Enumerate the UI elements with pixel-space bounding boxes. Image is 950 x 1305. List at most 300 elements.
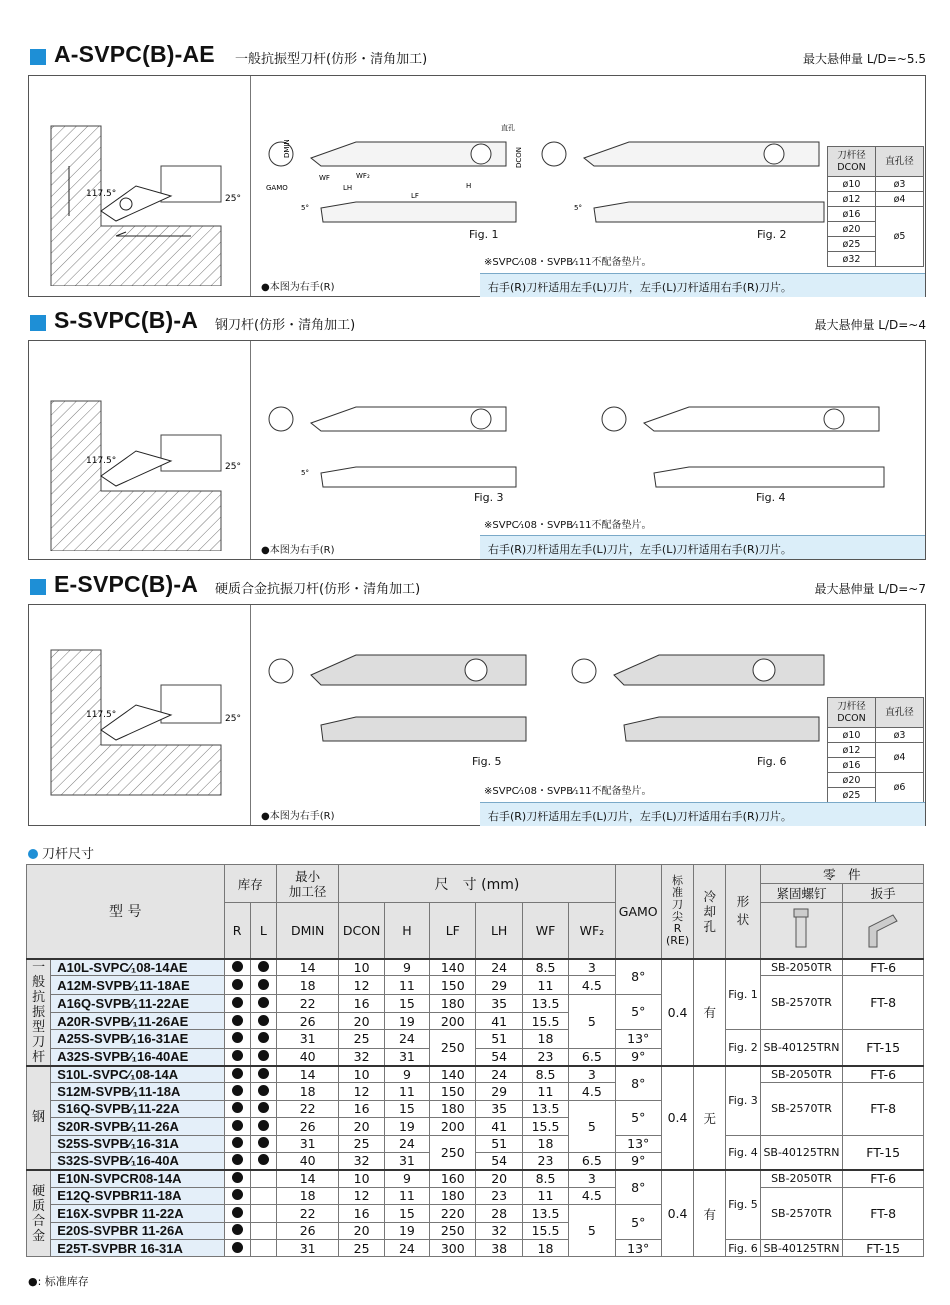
table-cell: ø32 [828, 252, 876, 267]
table-cell [224, 1100, 250, 1117]
diagram-box-s [28, 340, 926, 560]
stock-dot [258, 1102, 269, 1113]
table-cell: 14 [276, 1170, 338, 1187]
table-cell: 9 [384, 1170, 429, 1187]
table-row [27, 1187, 924, 1204]
table-cell: 9 [384, 959, 429, 976]
table-cell: 24 [384, 1239, 429, 1256]
section-code: E-SVPC(B)-A [54, 571, 199, 597]
table-cell [224, 1030, 250, 1048]
angle-label: 5° [301, 204, 309, 212]
table-cell: 12 [339, 1083, 384, 1100]
table-cell: Fig. 5 [726, 1170, 760, 1240]
table-cell: 24 [476, 1066, 522, 1083]
table-cell: 9° [615, 1048, 661, 1065]
table-cell: SB-2050TR [760, 1066, 843, 1083]
table-cell: 3 [569, 959, 615, 976]
header-col: DMIN [276, 903, 338, 959]
table-cell: FT-15 [843, 1030, 924, 1066]
stock-dot [232, 1224, 243, 1235]
table-cell: 8.5 [522, 1066, 568, 1083]
table-cell: SB-2050TR [760, 1170, 843, 1187]
table-cell: 8° [615, 1066, 661, 1101]
table-cell: FT-15 [843, 1135, 924, 1170]
table-cell [250, 1222, 276, 1239]
table-cell: SB-40125TRN [760, 1030, 843, 1066]
table-row [27, 1239, 924, 1256]
table-cell: 11 [522, 976, 568, 994]
model-cell: S32S-SVPB⁄₁16-40A [51, 1152, 224, 1169]
table-cell: FT-15 [843, 1239, 924, 1256]
table-cell: 13.5 [522, 1205, 568, 1222]
tool-drawing-fig1 [261, 118, 531, 238]
table-cell: SB-2570TR [760, 976, 843, 1030]
header-stock: 库存 [224, 865, 276, 903]
table-cell: 14 [276, 959, 338, 976]
table-cell: 5° [615, 1205, 661, 1240]
model-cell: A25S-SVPB⁄₁16-31AE [51, 1030, 224, 1048]
table-cell: 13.5 [522, 1100, 568, 1117]
dim-label: H [466, 182, 472, 190]
table-cell: 有 [694, 1170, 726, 1257]
table-cell: 5 [569, 1205, 615, 1257]
table-cell: 8° [615, 959, 661, 995]
table-cell: 31 [384, 1152, 429, 1169]
stock-dot [232, 1137, 243, 1148]
table-header: 刀杆径 DCON [828, 147, 876, 177]
table-cell: 18 [276, 976, 338, 994]
table-cell [224, 976, 250, 994]
stock-dot [232, 1207, 243, 1218]
table-row [27, 959, 924, 976]
dim-label: WF [319, 174, 330, 182]
table-cell: 250 [430, 1222, 476, 1239]
table-cell [250, 976, 276, 994]
table-cell [250, 1205, 276, 1222]
table-cell [250, 1012, 276, 1029]
insert-note: ※SVPC⁄₁08・SVPB⁄₁11不配备垫片。 [484, 786, 652, 797]
dim-label: GAMO [266, 184, 288, 192]
table-cell: FT-6 [843, 959, 924, 976]
machining-diagram [41, 391, 241, 551]
table-cell: 31 [276, 1239, 338, 1256]
table-cell [250, 959, 276, 976]
table-cell: 15 [384, 1100, 429, 1117]
table-cell: SB-2570TR [760, 1187, 843, 1239]
table-cell: 31 [276, 1135, 338, 1152]
table-cell: 22 [276, 994, 338, 1012]
table-cell: 250 [430, 1135, 476, 1170]
stock-dot [258, 1137, 269, 1148]
fig-label: Fig. 3 [474, 491, 504, 504]
stock-dot [232, 979, 243, 990]
fig-label: Fig. 1 [469, 228, 499, 241]
stock-dot [258, 1015, 269, 1026]
machining-diagram [41, 645, 241, 805]
header-model: 型 号 [27, 865, 225, 959]
table-cell: 10 [339, 1170, 384, 1187]
section-marker [30, 315, 46, 331]
section-header-s [28, 309, 926, 339]
tool-drawing-fig6 [564, 635, 834, 755]
table-cell: 140 [430, 959, 476, 976]
table-cell: 4.5 [569, 976, 615, 994]
table-cell: 19 [384, 1012, 429, 1029]
table-cell: 19 [384, 1118, 429, 1135]
model-cell: A20R-SVPB⁄₁11-26AE [51, 1012, 224, 1029]
section-code: S-SVPC(B)-A [54, 307, 199, 333]
table-cell: 31 [384, 1048, 429, 1065]
table-cell: 11 [384, 976, 429, 994]
header-col: WF₂ [569, 903, 615, 959]
table-cell: 11 [384, 1187, 429, 1204]
stock-dot [232, 1242, 243, 1253]
table-cell: 26 [276, 1118, 338, 1135]
model-cell: A16Q-SVPB⁄₁11-22AE [51, 994, 224, 1012]
dim-label: LH [343, 184, 353, 192]
table-cell: 54 [476, 1048, 522, 1065]
table-cell: SB-2570TR [760, 1083, 843, 1135]
section-ld: 最大悬伸量 L/D=~7 [814, 582, 926, 596]
table-cell: 3 [569, 1170, 615, 1187]
dim-label: 直孔 [501, 124, 515, 132]
table-row [27, 1083, 924, 1100]
table-cell: ø12 [828, 743, 876, 758]
table-cell [250, 1048, 276, 1065]
table-cell: Fig. 4 [726, 1135, 760, 1170]
table-cell: 54 [476, 1152, 522, 1169]
model-cell: A10L-SVPC⁄₁08-14AE [51, 959, 224, 976]
header-col: R [224, 903, 250, 959]
table-cell: 3 [569, 1066, 615, 1083]
table-cell: Fig. 2 [726, 1030, 760, 1066]
table-cell: 0.4 [661, 959, 693, 1066]
table-cell: FT-8 [843, 1083, 924, 1135]
angle-label: 5° [301, 469, 309, 477]
stock-dot [258, 1085, 269, 1096]
stock-dot [232, 1189, 243, 1200]
table-cell: 180 [430, 994, 476, 1012]
section-desc: 钢刀杆(仿形・清角加工) [215, 318, 356, 333]
table-cell: 38 [476, 1239, 522, 1256]
table-cell: 18 [522, 1135, 568, 1152]
model-cell: A32S-SVPB⁄₁16-40AE [51, 1048, 224, 1065]
table-cell: 5° [615, 1100, 661, 1135]
table-cell [250, 1066, 276, 1083]
table-cell [250, 1100, 276, 1117]
table-cell: 20 [339, 1222, 384, 1239]
table-cell [224, 1187, 250, 1204]
stock-dot [232, 1015, 243, 1026]
header-coolant: 冷 却 孔 [694, 865, 726, 959]
right-hand-note: ●本图为右手(R) [261, 811, 335, 822]
right-hand-note: ●本图为右手(R) [261, 545, 335, 556]
table-cell: FT-6 [843, 1066, 924, 1083]
table-cell: 11 [384, 1083, 429, 1100]
table-cell [250, 1118, 276, 1135]
table-cell [250, 994, 276, 1012]
table-cell: 19 [384, 1222, 429, 1239]
section-marker [30, 579, 46, 595]
header-col: DCON [339, 903, 384, 959]
wrench-icon [843, 903, 924, 959]
table-cell: 51 [476, 1030, 522, 1048]
table-cell: 24 [384, 1135, 429, 1152]
table-cell: 18 [276, 1083, 338, 1100]
section-desc: 硬质合金抗振刀杆(仿形・清角加工) [215, 582, 421, 597]
table-cell: 13.5 [522, 994, 568, 1012]
fig-label: Fig. 6 [757, 755, 787, 768]
dim-label: DMIN [283, 139, 291, 158]
model-cell: S20R-SVPB⁄₁11-26A [51, 1118, 224, 1135]
header-col: LF [430, 903, 476, 959]
table-cell: 10 [339, 1066, 384, 1083]
header-dmin: 最小 加工径 [276, 865, 338, 903]
table-cell: 4.5 [569, 1083, 615, 1100]
table-cell: 32 [476, 1222, 522, 1239]
table-cell: 18 [276, 1187, 338, 1204]
table-row [27, 1030, 924, 1048]
table-cell: SB-40125TRN [760, 1135, 843, 1170]
table-cell: 300 [430, 1239, 476, 1256]
table-cell: FT-8 [843, 976, 924, 1030]
stock-dot [258, 1154, 269, 1165]
hand-note-bar: 右手(R)刀杆适用左手(L)刀片，左手(L)刀杆适用右手(R)刀片。 [480, 802, 925, 826]
angle-label: 117.5° [86, 710, 117, 720]
table-cell: ø6 [876, 773, 924, 803]
fig-label: Fig. 2 [757, 228, 787, 241]
table-cell: 25 [339, 1135, 384, 1152]
table-cell: 35 [476, 1100, 522, 1117]
table-cell: 40 [276, 1152, 338, 1169]
table-header: 直孔径 [876, 147, 924, 177]
model-cell: A12M-SVPB⁄₁11-18AE [51, 976, 224, 994]
table-cell [224, 994, 250, 1012]
table-cell [224, 1012, 250, 1029]
table-cell [224, 1222, 250, 1239]
table-cell: 250 [430, 1030, 476, 1066]
table-cell: ø16 [828, 207, 876, 222]
table-cell: 13° [615, 1030, 661, 1048]
tool-drawing-fig5 [261, 635, 531, 755]
table-cell [250, 1187, 276, 1204]
table-cell: 0.4 [661, 1066, 693, 1170]
group-label: 钢 [27, 1066, 51, 1170]
table-cell: ø20 [828, 222, 876, 237]
table-cell: 22 [276, 1205, 338, 1222]
header-re: 标 准 刀 尖 R (RE) [661, 865, 693, 959]
stock-dot [232, 1050, 243, 1061]
dim-label: DCON [515, 146, 523, 168]
angle-label: 117.5° [86, 189, 117, 199]
insert-note: ※SVPC⁄₁08・SVPB⁄₁11不配备垫片。 [484, 520, 652, 531]
table-cell: 180 [430, 1187, 476, 1204]
header-col: WF [522, 903, 568, 959]
table-cell: 140 [430, 1066, 476, 1083]
stock-dot [258, 1032, 269, 1043]
table-cell: 15.5 [522, 1118, 568, 1135]
header-col: LH [476, 903, 522, 959]
table-cell: 23 [476, 1187, 522, 1204]
table-cell [224, 1239, 250, 1256]
table-cell [224, 1048, 250, 1065]
tool-drawing-fig3 [261, 383, 531, 503]
table-cell: 无 [694, 1066, 726, 1170]
table-cell: 32 [339, 1152, 384, 1169]
dims-title-text: 刀杆尺寸 [42, 847, 95, 862]
table-cell: 25 [339, 1239, 384, 1256]
table-cell [224, 1152, 250, 1169]
table-cell: 26 [276, 1012, 338, 1029]
table-cell: ø20 [828, 773, 876, 788]
table-cell: 15.5 [522, 1222, 568, 1239]
screw-icon [760, 903, 843, 959]
diagram-box-a [28, 75, 926, 297]
table-cell: 41 [476, 1012, 522, 1029]
table-row [27, 1135, 924, 1152]
table-cell: 5° [615, 994, 661, 1030]
angle-label: 117.5° [86, 456, 117, 466]
table-header: 刀杆径 DCON [828, 698, 876, 728]
tool-drawing-fig4 [594, 383, 894, 503]
table-cell: ø25 [828, 788, 876, 803]
stock-dot [258, 979, 269, 990]
table-cell: FT-6 [843, 1170, 924, 1187]
hand-note-bar: 右手(R)刀杆适用左手(L)刀片，左手(L)刀杆适用右手(R)刀片。 [480, 535, 925, 559]
model-cell: S16Q-SVPB⁄₁11-22A [51, 1100, 224, 1117]
table-row [27, 1066, 924, 1083]
table-cell [250, 1030, 276, 1048]
legend: ●: 标准库存 [28, 1275, 89, 1288]
table-cell: 5 [569, 1100, 615, 1152]
diagram-box-e [28, 604, 926, 826]
table-cell: 15 [384, 1205, 429, 1222]
group-label: 一 般 抗 振 型 刀 杆 [27, 959, 51, 1066]
section-ld: 最大悬伸量 L/D=~4 [814, 318, 926, 332]
table-cell: 23 [522, 1048, 568, 1065]
table-cell [250, 1135, 276, 1152]
stock-dot [258, 1120, 269, 1131]
table-cell: 20 [339, 1012, 384, 1029]
coolant-size-table [827, 146, 924, 267]
right-hand-note: ●本图为右手(R) [261, 282, 335, 293]
table-cell: 8.5 [522, 959, 568, 976]
table-cell: 11 [522, 1187, 568, 1204]
table-cell: 4.5 [569, 1187, 615, 1204]
dim-label: LF [411, 192, 419, 200]
table-cell: 20 [339, 1118, 384, 1135]
table-cell: 6.5 [569, 1152, 615, 1169]
model-cell: E25T-SVPBR 16-31A [51, 1239, 224, 1256]
table-cell: ø4 [876, 192, 924, 207]
table-cell: 41 [476, 1118, 522, 1135]
tool-drawing-fig2 [534, 118, 834, 238]
model-cell: S12M-SVPB⁄₁11-18A [51, 1083, 224, 1100]
table-cell: 14 [276, 1066, 338, 1083]
table-cell: 150 [430, 976, 476, 994]
table-cell: ø3 [876, 177, 924, 192]
table-cell: 26 [276, 1222, 338, 1239]
stock-dot [258, 1068, 269, 1079]
table-cell: ø10 [828, 177, 876, 192]
section-desc: 一般抗振型刀杆(仿形・清角加工) [235, 52, 428, 67]
table-cell: 16 [339, 1100, 384, 1117]
table-cell: 29 [476, 1083, 522, 1100]
table-cell: 11 [522, 1083, 568, 1100]
table-cell: Fig. 6 [726, 1239, 760, 1256]
table-cell: SB-2050TR [760, 959, 843, 976]
table-cell: Fig. 3 [726, 1066, 760, 1136]
header-parts: 零 件 [760, 865, 923, 884]
table-cell: 18 [522, 1030, 568, 1048]
stock-dot [258, 961, 269, 972]
angle-label: 25° [225, 462, 241, 472]
table-cell: 9° [615, 1152, 661, 1169]
table-cell: 13° [615, 1239, 661, 1256]
table-cell: SB-40125TRN [760, 1239, 843, 1256]
table-header: 直孔径 [876, 698, 924, 728]
table-cell [224, 1118, 250, 1135]
table-cell: 16 [339, 1205, 384, 1222]
stock-dot [232, 1068, 243, 1079]
stock-dot [232, 1172, 243, 1183]
model-cell: E16X-SVPBR 11-22A [51, 1205, 224, 1222]
table-cell: 31 [276, 1030, 338, 1048]
section-marker [30, 49, 46, 65]
section-code: A-SVPC(B)-AE [54, 41, 215, 67]
insert-note: ※SVPC⁄₁08・SVPB⁄₁11不配备垫片。 [484, 257, 652, 268]
header-wrench: 扳手 [843, 884, 924, 903]
coolant-size-table [827, 697, 924, 803]
table-cell: 20 [476, 1170, 522, 1187]
table-cell: 23 [522, 1152, 568, 1169]
stock-dot [232, 997, 243, 1008]
header-size: 尺 寸 (mm) [339, 865, 615, 903]
dims-title [28, 843, 94, 862]
table-cell: 18 [522, 1239, 568, 1256]
model-cell: S10L-SVPC⁄₁08-14A [51, 1066, 224, 1083]
table-cell: 160 [430, 1170, 476, 1187]
table-cell: Fig. 1 [726, 959, 760, 1030]
machining-diagram [41, 116, 241, 286]
stock-dot [258, 1050, 269, 1061]
table-cell: 28 [476, 1205, 522, 1222]
table-cell: ø16 [828, 758, 876, 773]
table-cell: 16 [339, 994, 384, 1012]
table-cell [224, 1170, 250, 1187]
table-cell: 12 [339, 1187, 384, 1204]
table-cell: 6.5 [569, 1048, 615, 1065]
table-cell [224, 1135, 250, 1152]
model-cell: E12Q-SVPBR11-18A [51, 1187, 224, 1204]
table-cell: 200 [430, 1012, 476, 1029]
table-cell: 0.4 [661, 1170, 693, 1257]
table-cell: ø5 [876, 207, 924, 267]
stock-dot [258, 997, 269, 1008]
table-cell: ø10 [828, 728, 876, 743]
section-ld: 最大悬伸量 L/D=~5.5 [803, 52, 926, 66]
fig-label: Fig. 4 [756, 491, 786, 504]
stock-dot [232, 961, 243, 972]
model-cell: S25S-SVPB⁄₁16-31A [51, 1135, 224, 1152]
table-cell: 150 [430, 1083, 476, 1100]
table-row [27, 1170, 924, 1187]
header-col: L [250, 903, 276, 959]
header-gamo: GAMO [615, 865, 661, 959]
table-cell: ø25 [828, 237, 876, 252]
table-cell: 25 [339, 1030, 384, 1048]
stock-dot [232, 1120, 243, 1131]
